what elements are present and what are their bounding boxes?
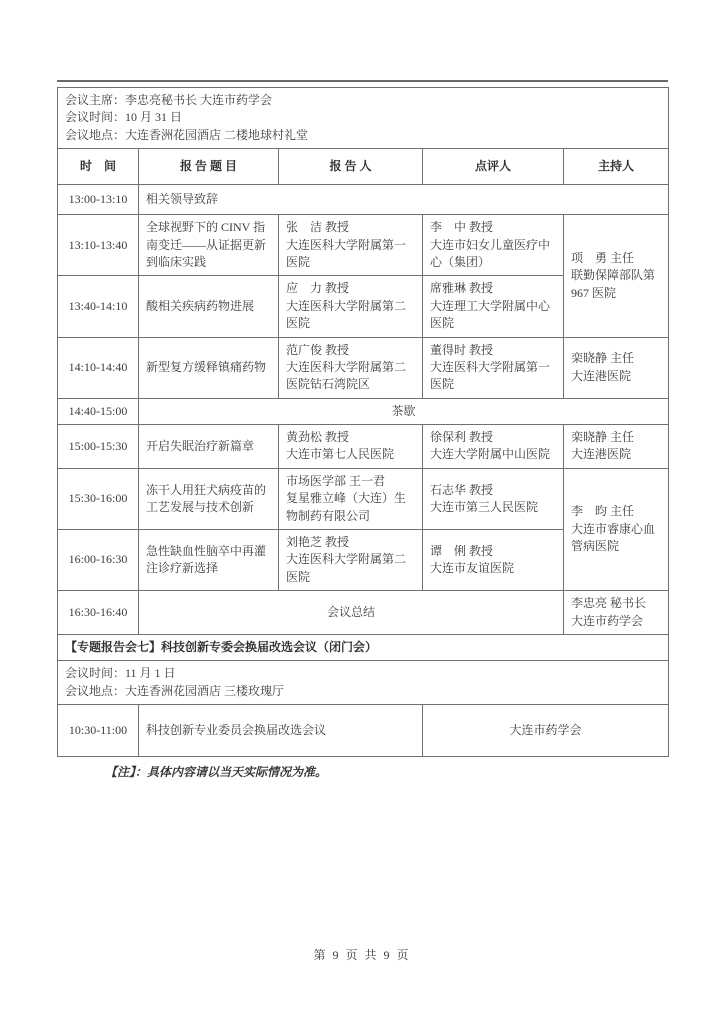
header-time: 时 间 [58,149,139,185]
header-topic: 报 告 题 目 [139,149,279,185]
table-row [58,468,669,529]
person-name: 黄劲松 教授 [286,430,350,445]
topic-cell: 全球视野下的 CINV 指南变迁——从证据更新到临床实践 [139,215,279,276]
person-org: 大连市睿康心血管病医院 [571,521,656,554]
time-cell: 15:00-15:30 [58,425,139,469]
tea-break-cell: 茶歇 [139,398,669,424]
meeting-time: 会议时间：10 月 31 日 [65,110,183,125]
time-cell: 13:40-14:10 [58,276,139,337]
person-name: 石志华 教授 [430,482,494,497]
person-org: 大连市第三人民医院 [430,499,539,514]
commentator-cell [423,215,564,276]
person-name: 李忠亮 秘书长 [571,596,647,611]
time-cell: 14:40-15:00 [58,398,139,424]
person-org: 大连市妇女儿童医疗中心（集团） [430,237,551,269]
speaker-cell [279,215,423,276]
session-info-cell [58,661,669,705]
meeting-time: 会议时间：11 月 1 日 [65,666,176,681]
person-org: 大连医科大学附属第二医院 [286,552,407,584]
session-title: 【专题报告会七】科技创新专委会换届改选会议（闭门会） [58,634,669,660]
person-name: 李 昀 主任 [571,504,635,519]
meeting-venue: 会议地点：大连香洲花园酒店 三楼玫瑰厅 [65,683,285,698]
host-cell [564,215,669,337]
person-org: 大连医科大学附属第一医院 [286,237,407,269]
topic-cell: 急性缺血性脑卒中再灌注诊疗新选择 [139,530,279,591]
person-org: 大连医科大学附属第二医院钻石湾院区 [286,359,407,392]
session-info-cell [58,88,669,149]
person-name: 谭 俐 教授 [430,543,494,558]
table-header-row [58,149,669,185]
time-cell: 13:10-13:40 [58,215,139,276]
person-name: 市场医学部 王一君 [286,473,386,488]
top-rule [57,80,668,82]
person-name: 栾晓静 主任 [571,430,635,445]
time-cell: 16:00-16:30 [58,530,139,591]
person-name: 张 洁 教授 [286,220,350,235]
commentator-cell [423,425,564,469]
agenda-table [57,87,669,757]
header-host: 主持人 [564,149,669,185]
organizer-cell: 大连市药学会 [423,705,669,757]
person-org: 大连市第七人民医院 [286,447,395,462]
topic-cell: 冻干人用狂犬病疫苗的工艺发展与技术创新 [139,468,279,529]
person-name: 李 中 教授 [430,220,494,235]
person-org: 大连市友谊医院 [430,561,515,576]
person-name: 项 勇 主任 [571,250,635,265]
speaker-cell [279,425,423,469]
person-org: 复星雅立峰（大连）生物制药有限公司 [286,491,407,523]
person-name: 席雅琳 教授 [430,281,494,296]
person-org: 大连理工大学附属中心医院 [430,298,551,331]
host-cell [564,591,669,635]
person-org: 联勤保障部队第 967 医院 [571,268,656,300]
session-info-row [58,88,669,149]
host-cell [564,337,669,398]
topic-cell: 新型复方缓释镇痛药物 [139,337,279,398]
person-org: 大连医科大学附属第二医院 [286,298,407,331]
speaker-cell [279,530,423,591]
summary-row [58,591,669,635]
time-cell: 15:30-16:00 [58,468,139,529]
agenda-document [57,80,668,780]
person-org: 大连医科大学附属第一医院 [430,359,551,392]
commentator-cell [423,468,564,529]
topic-cell: 科技创新专业委员会换届改选会议 [139,705,423,757]
topic-cell: 酸相关疾病药物进展 [139,276,279,337]
header-speaker: 报 告 人 [279,149,423,185]
table-row [58,705,669,757]
page-number: 第 9 页 共 9 页 [313,948,411,962]
meeting-venue: 会议地点：大连香洲花园酒店 二楼地球村礼堂 [65,127,309,142]
speaker-cell [279,337,423,398]
person-name: 刘艳芝 教授 [286,535,350,550]
host-cell [564,468,669,590]
commentator-cell [423,337,564,398]
person-org: 大连大学附属中山医院 [430,447,551,462]
person-org: 大连市药学会 [571,613,644,628]
table-row [58,425,669,469]
speaker-cell [279,468,423,529]
person-name: 范广俊 教授 [286,342,350,357]
person-name: 栾晓静 主任 [571,351,635,366]
commentator-cell [423,530,564,591]
table-row [58,215,669,276]
topic-cell: 相关领导致辞 [139,185,669,215]
session-info-row [58,661,669,705]
person-name: 应 力 教授 [286,281,350,296]
person-org: 大连港医院 [571,368,632,383]
commentator-cell [423,276,564,337]
time-cell: 16:30-16:40 [58,591,139,635]
time-cell: 14:10-14:40 [58,337,139,398]
summary-cell: 会议总结 [139,591,564,635]
meeting-chair: 会议主席：李忠亮秘书长 大连市药学会 [65,93,273,107]
person-org: 大连港医院 [571,447,632,462]
time-cell: 13:00-13:10 [58,185,139,215]
note-text: 【注】：具体内容请以当天实际情况为准。 [105,765,328,780]
person-name: 董得时 教授 [430,342,494,357]
person-name: 徐保利 教授 [430,430,494,445]
table-row [58,337,669,398]
topic-cell: 开启失眠治疗新篇章 [139,425,279,469]
time-cell: 10:30-11:00 [58,705,139,757]
speaker-cell [279,276,423,337]
host-cell [564,425,669,469]
tea-break-row [58,398,669,424]
session-title-row [58,634,669,660]
table-row [58,185,669,215]
header-commentator: 点评人 [423,149,564,185]
